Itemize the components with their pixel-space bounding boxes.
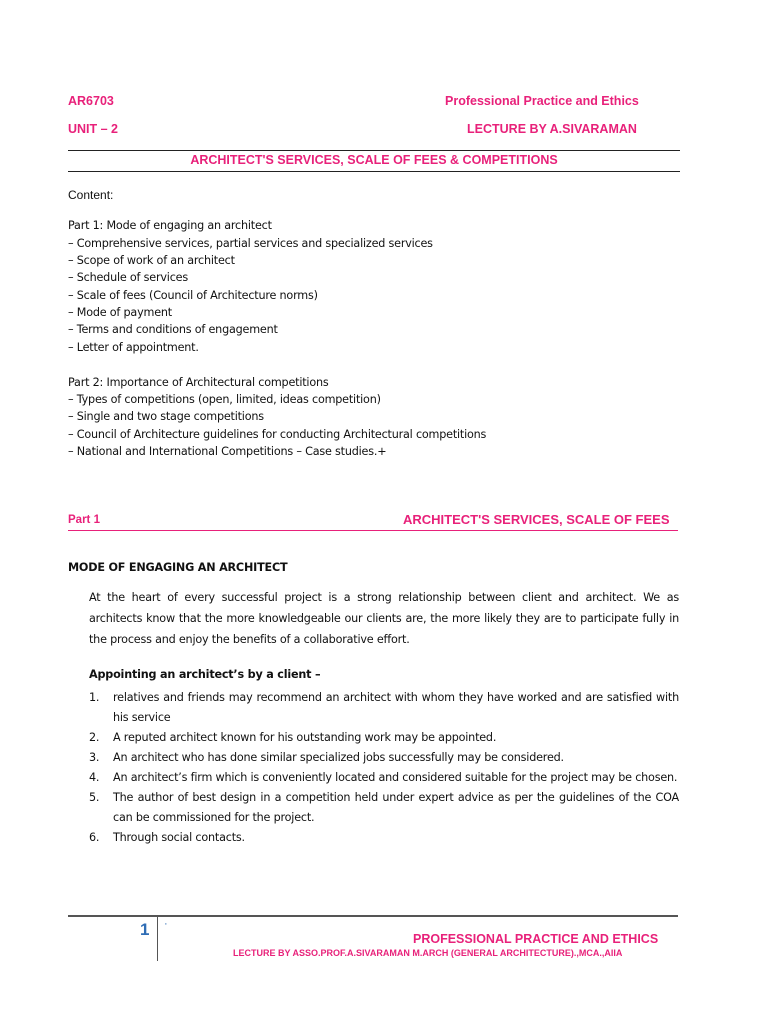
list-number: 5. [89, 791, 100, 804]
outline-line: – Terms and conditions of engagement [68, 323, 278, 336]
list-number: 2. [89, 731, 100, 744]
list-item [89, 828, 679, 848]
list-number: 3. [89, 751, 100, 764]
main-title: ARCHITECT'S SERVICES, SCALE OF FEES & COMPETITIONS [190, 153, 558, 167]
list-text: An architect’s firm which is conveniently located and considered suitable for the project may be chosen. [113, 771, 678, 784]
outline-line: – Letter of appointment. [68, 341, 199, 354]
list-number: 6. [89, 831, 100, 844]
outline-line: – National and International Competitions – Case studies.+ [68, 445, 387, 458]
unit-label: UNIT – 2 [68, 122, 119, 136]
outline-line: – Comprehensive services, partial services and specialized services [68, 237, 433, 250]
appointment-list [89, 688, 679, 848]
content-label: Content: [68, 188, 114, 202]
outline-line: – Mode of payment [68, 306, 172, 319]
outline-line: – Schedule of services [68, 271, 188, 284]
header-bottom-rule [68, 171, 680, 172]
course-code: AR6703 [68, 94, 114, 108]
outline-line: Part 1: Mode of engaging an architect [68, 219, 272, 232]
part-label: Part 1 [68, 514, 100, 526]
footer-dot: · [164, 918, 168, 930]
appointing-subheading: Appointing an architect’s by a client – [89, 668, 321, 681]
list-text: relatives and friends may recommend an architect with whom they have worked and are satisfied with his service [113, 691, 679, 724]
header-top-rule [68, 150, 680, 151]
list-number: 1. [89, 691, 100, 704]
list-text: Through social contacts. [113, 831, 245, 844]
intro-paragraph: At the heart of every successful project is a strong relationship between client and architect. We as architects know that the more knowledgeable our clients are, the more likely they are to participate fully in the process and enjoy the benefits of a collaborative effort. [89, 591, 679, 646]
part-underline [68, 530, 678, 531]
footer-rule [68, 915, 678, 917]
outline-line: – Single and two stage competitions [68, 410, 264, 423]
page-number: 1 [140, 920, 150, 939]
list-number: 4. [89, 771, 100, 784]
list-item [89, 728, 679, 748]
list-item [89, 768, 679, 788]
footer-byline: LECTURE BY ASSO.PROF.A.SIVARAMAN M.ARCH (GENERAL ARCHITECTURE).,MCA.,AIIA [233, 948, 623, 958]
lecturer-label: LECTURE BY A.SIVARAMAN [467, 122, 637, 136]
section-heading: MODE OF ENGAGING AN ARCHITECT [68, 561, 288, 574]
course-title: Professional Practice and Ethics [445, 94, 639, 108]
list-item [89, 788, 679, 828]
outline-line: Part 2: Importance of Architectural competitions [68, 376, 329, 389]
list-item [89, 688, 679, 728]
part-title: ARCHITECT'S SERVICES, SCALE OF FEES [403, 512, 670, 527]
footer-title: PROFESSIONAL PRACTICE AND ETHICS [413, 932, 659, 946]
list-text: An architect who has done similar specialized jobs successfully may be considered. [113, 751, 564, 764]
list-item [89, 748, 679, 768]
outline-line: – Scope of work of an architect [68, 254, 235, 267]
outline-line: – Scale of fees (Council of Architecture norms) [68, 289, 318, 302]
list-text: The author of best design in a competition held under expert advice as per the guidelines of the COA can be commissioned for the project. [113, 791, 679, 824]
list-text: A reputed architect known for his outstanding work may be appointed. [113, 731, 497, 744]
outline-line: – Types of competitions (open, limited, ideas competition) [68, 393, 381, 406]
footer-divider [157, 917, 158, 961]
outline-line: – Council of Architecture guidelines for conducting Architectural competitions [68, 428, 487, 441]
